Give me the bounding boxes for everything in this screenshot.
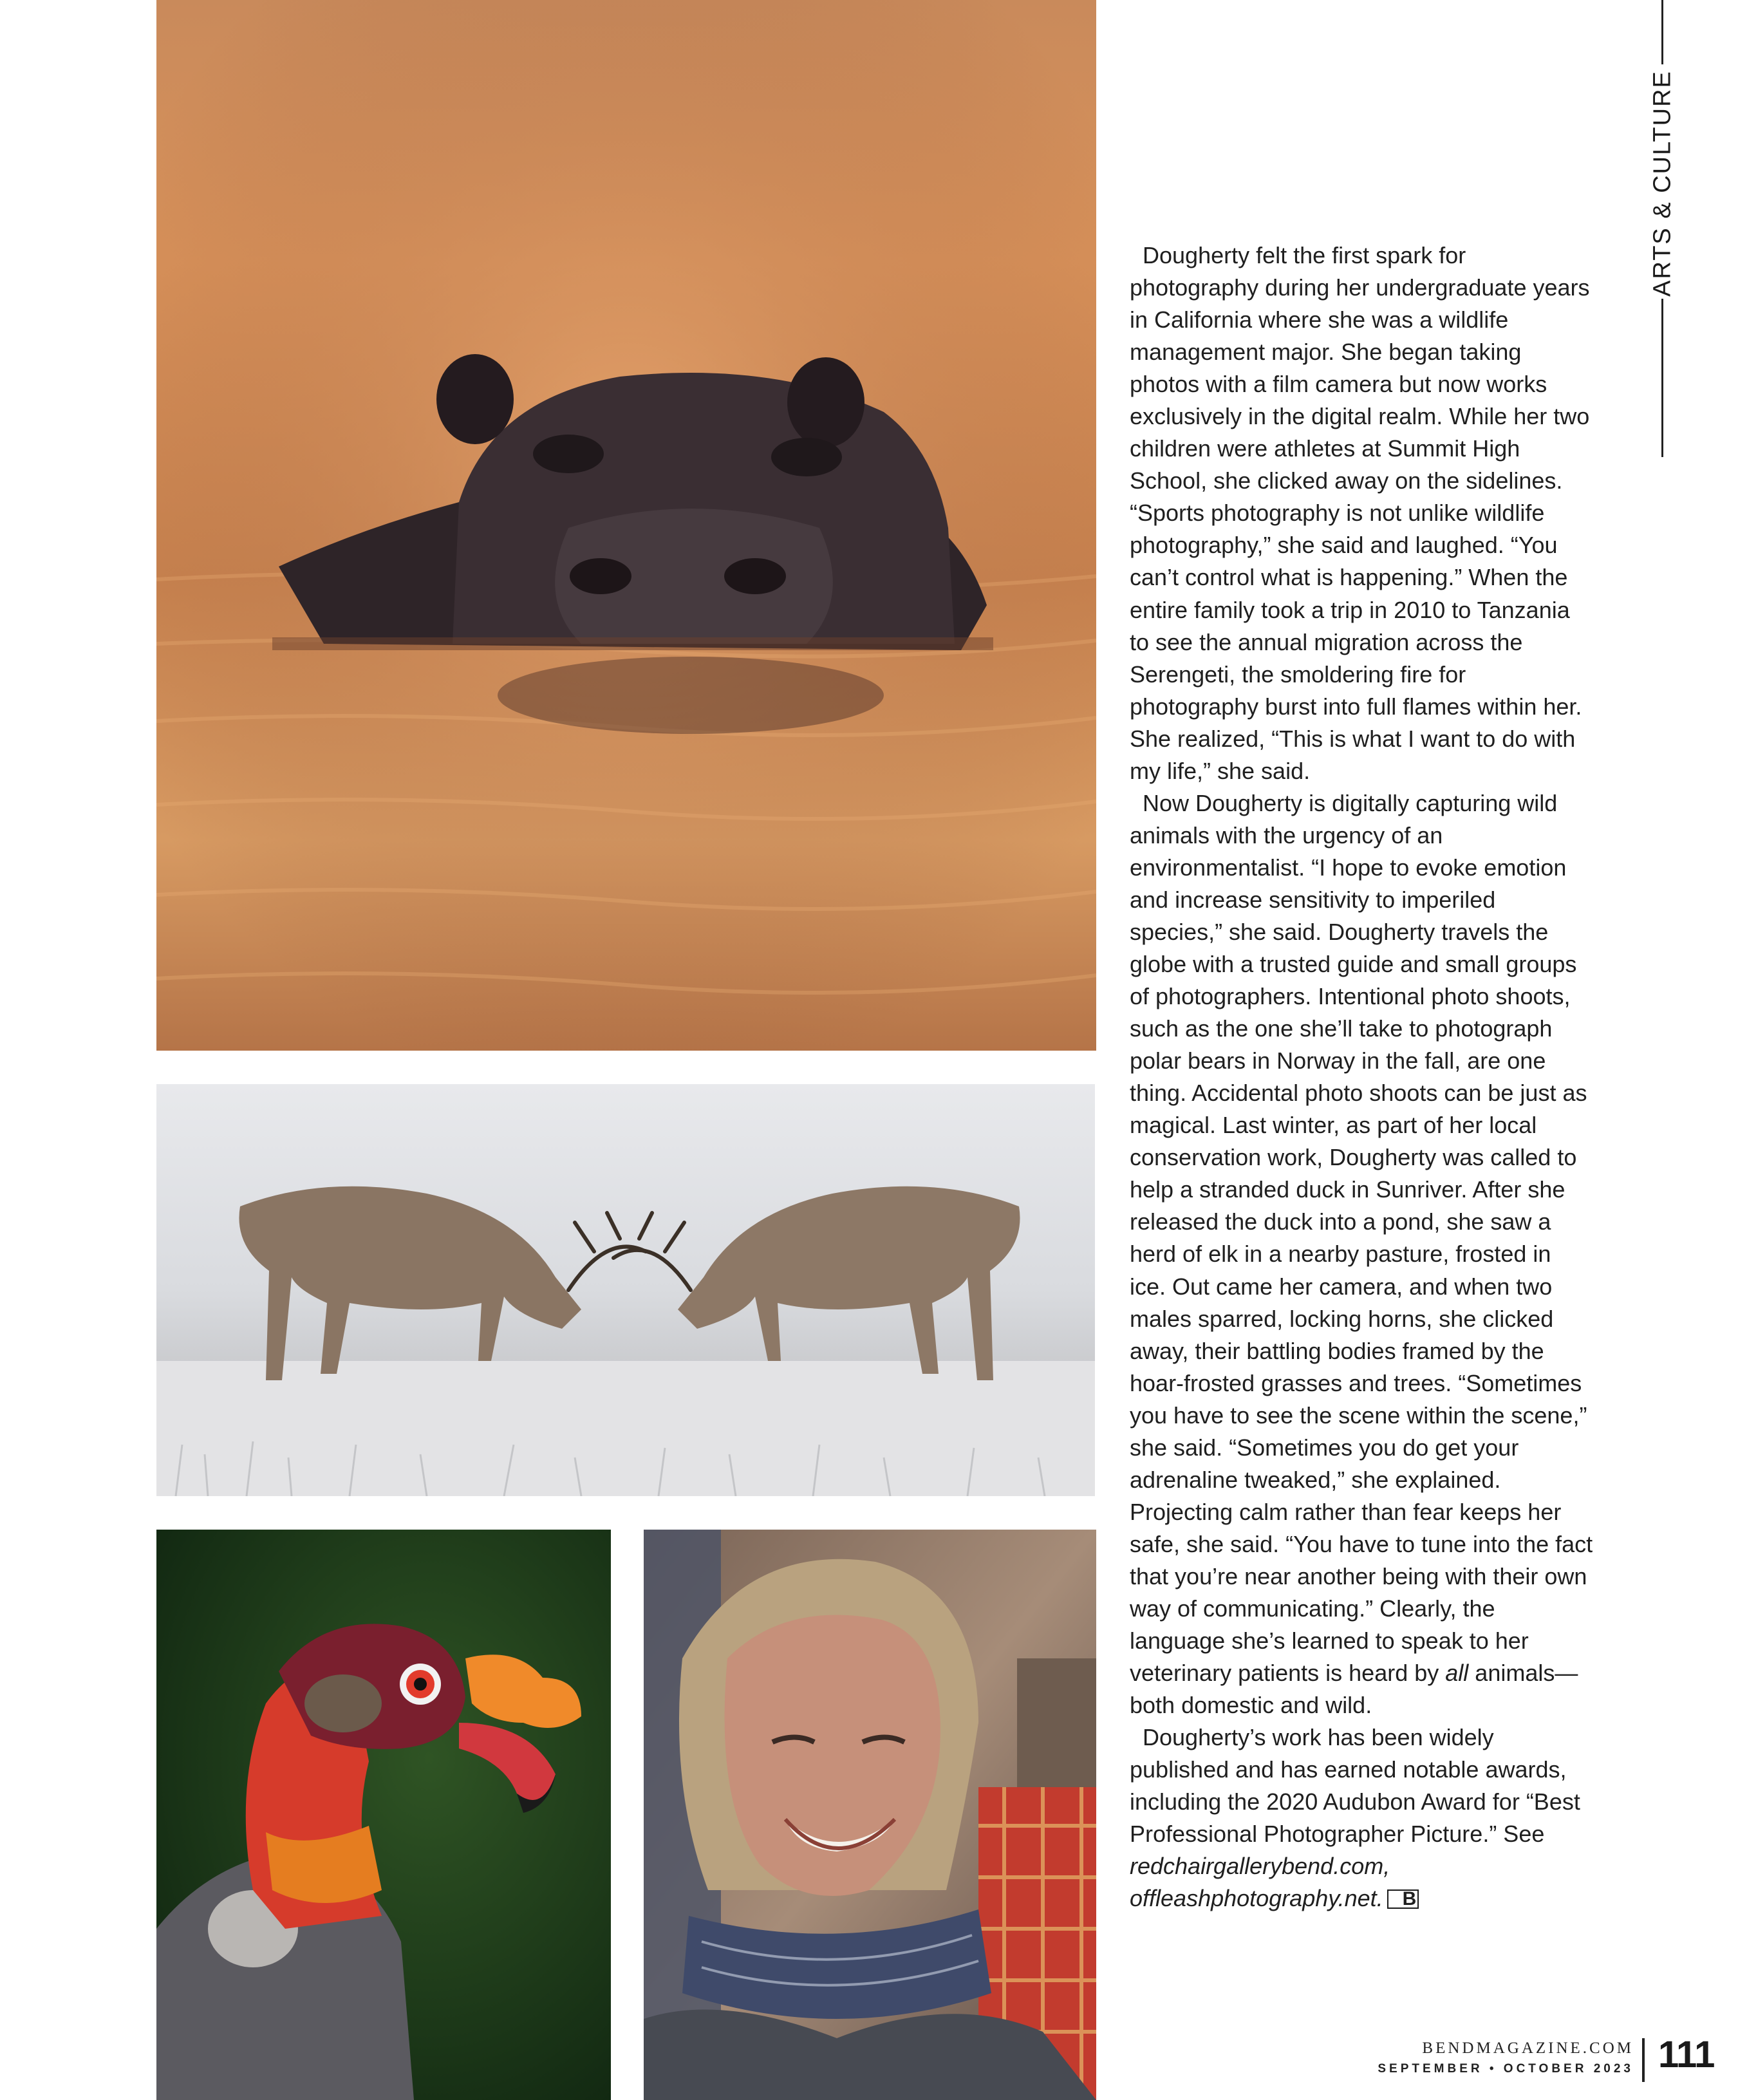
photo-elk-sparring (156, 1084, 1095, 1496)
paragraph-1 (1130, 239, 1593, 787)
photo-hippo-in-water (156, 0, 1096, 1051)
paragraph-2-emphasis: all (1445, 1660, 1469, 1687)
paragraph-3 (1130, 1721, 1593, 1915)
paragraph-1-text: Dougherty felt the first spark for photography during her undergraduate years in California where she was a wildlife management major. She began taking photos with a film camera but now works exclusively in the digital realm. While her two children were athletes at Summit High School, she clicked away on the sidelines. “Sports photography is not unlike wildlife photography,” she said and laughed. “You can’t control what is happening.” When the entire family took a trip in 2010 to Tanzania to see the annual migration across the Serengeti, the smoldering fire for photography burst into full flames within her. She realized, “This is what I want to do with my life,” she said. (1130, 242, 1590, 784)
section-rule-top (1661, 0, 1663, 64)
article-body (1130, 239, 1593, 1915)
section-rule-bottom (1661, 299, 1663, 457)
footer-site: BENDMAGAZINE.COM (1422, 2039, 1634, 2057)
footer-issue-date: SEPTEMBER • OCTOBER 2023 (1378, 2062, 1634, 2076)
paragraph-2 (1130, 787, 1593, 1721)
photo-king-vulture (156, 1530, 611, 2100)
paragraph-2-text-b: animals—both domestic and wild. (1130, 1660, 1578, 1719)
paragraph-3-text: Dougherty’s work has been widely published and has earned notable awards, including the 2020 Audubon Award for “Best Professional Photographer Picture.” See (1130, 1724, 1580, 1848)
paragraph-3-links: redchairgallerybend.com, offleashphotography.net. (1130, 1853, 1390, 1912)
paragraph-2-text-a: Now Dougherty is digitally capturing wild animals with the urgency of an environmentalist. “I hope to evoke emotion and increase sensitivity to imperiled species,” she said. Dougherty travels the globe with a trusted guide and small groups of photographers. Intentional photo shoots, such as the one she’ll take to photograph polar bears in Norway in the fall, are one thing. Accidental photo shoots can be just as magical. Last winter, as part of her local conservation work, Dougherty was called to help a stranded duck in Sunriver. After she released the duck into a pond, she saw a herd of elk in a nearby pasture, frosted in ice. Out came her camera, and when two males sparred, locking horns, she clicked away, their battling bodies framed by the hoar-frosted grasses and trees. “Sometimes you have to see the scene within the scene,” she said. “Sometimes you do get your adrenaline tweaked,” she explained. Projecting calm rather than fear keeps her safe, she said. “You have to tune into the fact that you’re near another being with their own way of communicating.” Clearly, the language she’s learned to speak to her veterinary patients is heard by (1130, 789, 1593, 1687)
end-of-article-mark: B (1387, 1889, 1419, 1909)
footer-divider (1642, 2038, 1645, 2082)
page-number: 111 (1658, 2034, 1715, 2076)
section-label: ARTS & CULTURE (1649, 70, 1676, 297)
photo-portrait-photographer (644, 1530, 1096, 2100)
